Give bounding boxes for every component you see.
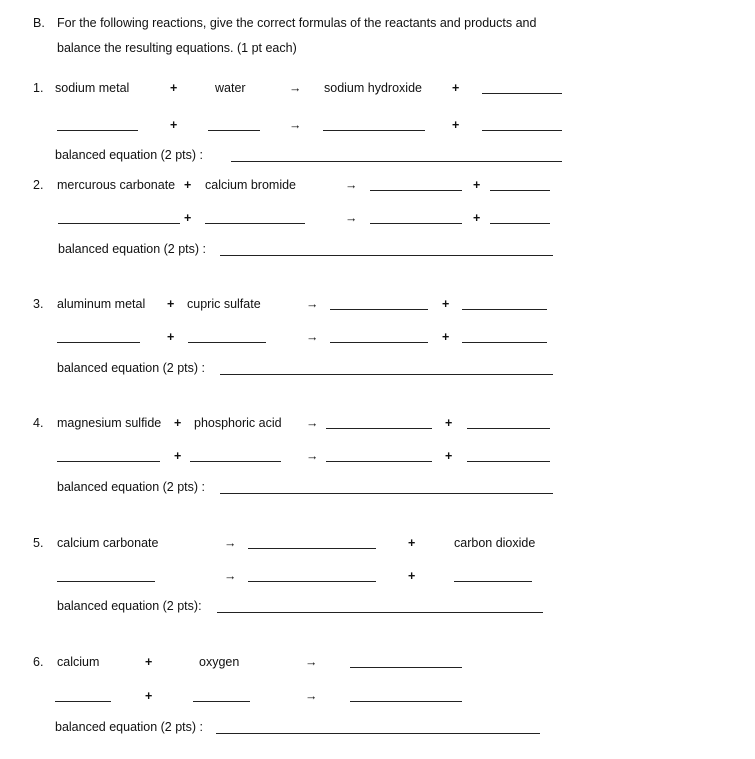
answer-blank[interactable]: [330, 342, 428, 343]
plus-sign: +: [174, 416, 182, 430]
answer-blank[interactable]: [57, 461, 160, 462]
arrow-icon: →: [224, 536, 237, 550]
answer-blank[interactable]: [57, 342, 140, 343]
answer-blank[interactable]: [454, 581, 532, 582]
section-letter: B.: [33, 16, 45, 30]
answer-blank[interactable]: [462, 342, 547, 343]
arrow-icon: →: [289, 118, 302, 132]
arrow-icon: →: [345, 211, 358, 225]
answer-blank[interactable]: [57, 581, 155, 582]
plus-sign: +: [174, 449, 182, 463]
answer-blank[interactable]: [330, 309, 428, 310]
balanced-equation-label: balanced equation (2 pts):: [57, 599, 202, 613]
plus-sign: +: [408, 569, 416, 583]
arrow-icon: →: [305, 655, 318, 669]
plus-sign: +: [452, 81, 460, 95]
plus-sign: +: [170, 118, 178, 132]
reactant-2: cupric sulfate: [187, 297, 261, 311]
problem-number: 2.: [33, 178, 44, 192]
answer-blank[interactable]: [462, 309, 547, 310]
arrow-icon: →: [224, 569, 237, 583]
reactant-1: sodium metal: [55, 81, 130, 95]
answer-blank[interactable]: [350, 667, 462, 668]
plus-sign: +: [473, 211, 481, 225]
product-2: carbon dioxide: [454, 536, 536, 550]
balanced-equation-label: balanced equation (2 pts) :: [57, 480, 206, 494]
reactant-1: mercurous carbonate: [57, 178, 176, 192]
answer-blank[interactable]: [490, 223, 550, 224]
balanced-equation-blank[interactable]: [216, 733, 540, 734]
plus-sign: +: [170, 81, 178, 95]
arrow-icon: →: [345, 178, 358, 192]
balanced-equation-blank[interactable]: [220, 374, 553, 375]
answer-blank[interactable]: [350, 701, 462, 702]
answer-blank[interactable]: [490, 190, 550, 191]
answer-blank[interactable]: [193, 701, 250, 702]
reactant-2: water: [215, 81, 246, 95]
balanced-equation-label: balanced equation (2 pts) :: [55, 148, 204, 162]
answer-blank[interactable]: [326, 428, 432, 429]
arrow-icon: →: [305, 689, 318, 703]
balanced-equation-blank[interactable]: [217, 612, 543, 613]
arrow-icon: →: [289, 81, 302, 95]
instructions-line-2: balance the resulting equations. (1 pt each): [57, 41, 297, 55]
plus-sign: +: [145, 689, 153, 703]
problem-number: 5.: [33, 536, 44, 550]
reactant-2: oxygen: [199, 655, 240, 669]
arrow-icon: →: [306, 449, 319, 463]
reactant-1: magnesium sulfide: [57, 416, 162, 430]
reactant-2: phosphoric acid: [194, 416, 282, 430]
answer-blank[interactable]: [326, 461, 432, 462]
answer-blank[interactable]: [190, 461, 281, 462]
balanced-equation-label: balanced equation (2 pts) :: [55, 720, 204, 734]
balanced-equation-blank[interactable]: [231, 161, 562, 162]
arrow-icon: →: [306, 416, 319, 430]
problem-number: 3.: [33, 297, 44, 311]
plus-sign: +: [442, 330, 450, 344]
reactant-1: aluminum metal: [57, 297, 146, 311]
product-1: sodium hydroxide: [324, 81, 422, 95]
problem-number: 1.: [33, 81, 44, 95]
arrow-icon: →: [306, 297, 319, 311]
answer-blank[interactable]: [248, 581, 376, 582]
plus-sign: +: [452, 118, 460, 132]
answer-blank[interactable]: [55, 701, 111, 702]
reactant-1: calcium carbonate: [57, 536, 159, 550]
answer-blank[interactable]: [482, 93, 562, 94]
plus-sign: +: [167, 297, 175, 311]
balanced-equation-blank[interactable]: [220, 255, 553, 256]
instructions-line-1: For the following reactions, give the correct formulas of the reactants and products and: [57, 16, 537, 30]
answer-blank[interactable]: [323, 130, 425, 131]
arrow-icon: →: [306, 330, 319, 344]
plus-sign: +: [445, 416, 453, 430]
balanced-equation-label: balanced equation (2 pts) :: [58, 242, 207, 256]
answer-blank[interactable]: [57, 130, 138, 131]
plus-sign: +: [445, 449, 453, 463]
answer-blank[interactable]: [248, 548, 376, 549]
answer-blank[interactable]: [188, 342, 266, 343]
plus-sign: +: [408, 536, 416, 550]
plus-sign: +: [442, 297, 450, 311]
problem-number: 4.: [33, 416, 44, 430]
problem-number: 6.: [33, 655, 44, 669]
plus-sign: +: [184, 178, 192, 192]
answer-blank[interactable]: [58, 223, 180, 224]
plus-sign: +: [473, 178, 481, 192]
reactant-1: calcium: [57, 655, 100, 669]
answer-blank[interactable]: [205, 223, 305, 224]
plus-sign: +: [184, 211, 192, 225]
answer-blank[interactable]: [467, 428, 550, 429]
plus-sign: +: [145, 655, 153, 669]
plus-sign: +: [167, 330, 175, 344]
balanced-equation-label: balanced equation (2 pts) :: [57, 361, 206, 375]
reactant-2: calcium bromide: [205, 178, 297, 192]
balanced-equation-blank[interactable]: [220, 493, 553, 494]
answer-blank[interactable]: [208, 130, 260, 131]
answer-blank[interactable]: [370, 223, 462, 224]
answer-blank[interactable]: [482, 130, 562, 131]
answer-blank[interactable]: [370, 190, 462, 191]
answer-blank[interactable]: [467, 461, 550, 462]
